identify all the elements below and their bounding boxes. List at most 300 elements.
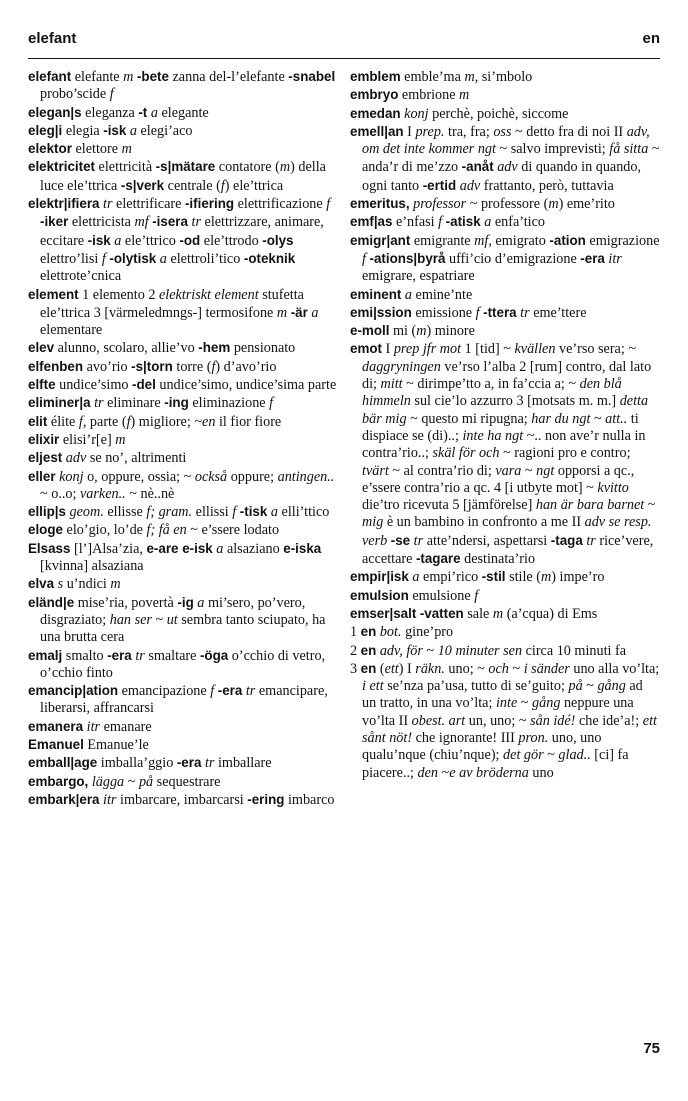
dictionary-entry [350,213,660,231]
entry-text: elegia [62,122,104,139]
entry-text: eliminare [103,395,165,412]
headword: -vatten [419,605,464,621]
entry-text: imbarco [284,791,335,808]
dictionary-entry [28,286,338,340]
italic-text: m [492,605,504,622]
dictionary-entry [350,232,660,286]
italic-text: obest. art [411,712,466,729]
entry-text: ~ al contra’rio di; [388,462,496,479]
italic-text: mf [134,214,149,231]
entry-text: avo’rio [83,358,132,375]
headword: eljest [28,450,63,466]
italic-text: tr [520,304,530,321]
entry-text: che ignorante! III [412,729,519,746]
italic-text: sån idé! [530,712,576,729]
italic-text: konj [404,105,429,122]
dictionary-entry [28,449,338,467]
entry-text: un, uno; ~ [465,712,531,729]
headword: emf|as [350,214,393,230]
headword: elektor [28,141,72,157]
headword: -se [390,532,411,548]
entry-text: sul cie’lo azzurro 3 [motsats m. m.] [410,393,620,410]
dictionary-entry [28,195,338,285]
italic-text: m [121,141,132,158]
entry-text: sembra tanto sciupato, ha una brutta cera [40,611,326,646]
entry-text: , si’mbolo [474,69,533,85]
italic-text: m [541,569,552,586]
headword: embark|era [28,791,100,807]
dictionary-entry [350,322,660,340]
italic-text: inte ha ngt [462,427,524,444]
entry-text: ~ [521,462,537,479]
headword: -snabel [288,69,336,84]
headword: emot [350,341,382,357]
entry-text: stufetta ele’ttrica 3 [värmeledmngs-] termosifone [40,286,304,321]
entry-text: elisi’r[e] [59,431,116,448]
entry-text: è un bambino in confronto a me II [383,514,585,531]
entry-text: eme’ttere [529,304,587,321]
italic-text: adv, om det inte kommer ngt [362,123,650,158]
dictionary-entry [350,286,660,304]
entry-text: elettricista [68,214,135,231]
entry-text: elo’gio, lo’de [62,522,147,539]
entry-text: emancipare, liberarsi, affrancarsi [40,683,328,717]
italic-text: m [279,159,291,176]
dictionary-entry [28,158,338,195]
headword: eminent [350,286,402,302]
italic-text: f [78,413,83,430]
italic-text: ~en [194,413,216,430]
headword: emalj [28,647,63,663]
headword: emball|age [28,755,98,771]
italic-text: och [488,660,509,677]
entry-text: ~ ragioni pro e contro; [499,445,631,462]
italic-text: tr [204,755,215,772]
entry-text: ellissi [192,504,233,521]
italic-text: pron. [518,729,549,746]
entry-text: torre ( [172,358,212,375]
headword: -ig [177,594,194,610]
italic-text: ett [384,660,399,677]
entry-text: Emanue’le [83,736,149,753]
italic-text: a [159,250,167,267]
entry-text: neppure una vo’lta II [362,695,634,729]
dictionary-entry [28,122,338,140]
dictionary-entry [350,642,660,660]
entry-text: elementare [40,322,103,339]
italic-text: m [464,69,475,85]
entry-text: 1 elemento 2 [78,286,159,303]
italic-text: f; få en [146,522,187,539]
italic-text: tr [413,532,424,549]
dictionary-entry [28,682,338,718]
italic-text: lägga [91,773,125,790]
entry-text: perchè, poichè, siccome [428,105,569,122]
entry-text: embrione [398,87,460,104]
entry-text: ~ [124,773,139,790]
italic-text: f [475,304,480,321]
italic-text: m [110,576,121,593]
entry-text: alunno, scolaro, allie’vo [54,340,199,357]
entry-text: undice’simo, undice’sima parte [155,377,337,394]
entry-text: (a’cqua) di Ems [503,605,598,622]
headword: elfte [28,377,56,393]
italic-text: adv [459,177,481,194]
dictionary-entry [28,521,338,539]
dictionary-entry [28,394,338,412]
dictionary-entry [350,340,660,568]
entry-text: u’ndici [63,576,111,593]
italic-text: f [210,683,215,700]
italic-text: f [220,177,225,194]
entry-text: elegante [157,104,209,121]
entry-text: sale [463,605,493,622]
entry-text: emulsione [408,587,475,604]
entry-text: ~ anda’r di me’zzo [362,141,660,176]
italic-text: på [568,678,583,695]
italic-text: f [126,413,131,430]
dictionary-entry [350,605,660,623]
italic-text: kvitto [597,479,629,496]
italic-text: tr [94,395,104,412]
headword: empir|isk [350,569,409,585]
entry-text: ellisse [103,504,147,521]
italic-text: m [459,87,470,104]
italic-text: professor [413,196,467,213]
headword: ellip|s [28,504,66,520]
headword: eleg|i [28,122,63,138]
italic-text: f [474,587,479,604]
entry-text: ) migliore; [130,413,195,430]
italic-text: a [270,504,278,521]
entry-text: elli’ttico [277,504,330,521]
entry-text: ~ [590,410,606,427]
italic-text: 10 minuter sen [437,642,523,659]
headword: -är [290,304,308,320]
italic-text: m [416,323,427,340]
italic-text: han är bara barnet [535,497,645,514]
entry-text: ) impe’ro [551,569,605,586]
headword: emancip|ation [28,683,119,699]
entry-text: elettore [71,141,122,158]
entry-text: ve’rso sera; ~ [555,341,637,358]
italic-text: ngt [536,462,555,479]
entry-text: empi’rico [419,569,482,586]
entry-text: ti dispiace se (di)..; [362,410,639,444]
italic-text: gång [597,678,626,695]
headword: emeritus, [350,196,410,212]
headword: -tisk [239,504,268,520]
entry-text: mise’ria, povertà [74,594,178,611]
headword: -ations|byrå [369,250,446,266]
italic-text: adv [497,159,518,176]
italic-text: tr [135,647,145,664]
entry-text: tra, fra; [444,123,494,140]
italic-text: f [269,395,274,412]
dictionary-entry [28,736,338,754]
header-first-word: elefant [28,30,77,47]
entry-text: [ci] fa piacere..; [362,747,629,781]
headword: -anåt [461,159,494,175]
italic-text: tvärt [362,462,389,479]
headword: e-moll [350,323,390,339]
dictionary-entry [28,647,338,683]
headword: en [360,642,377,658]
entry-text: emine’nte [411,286,473,303]
italic-text: antingen.. [277,468,335,485]
entry-text: ) ele’ttrica [224,177,284,194]
entry-text: stile ( [505,569,541,586]
italic-text: tr [191,214,201,231]
dictionary-entry [28,376,338,394]
headword: -atisk [445,214,481,230]
entry-text: elettrificazione [234,196,327,213]
headword: -era [107,647,132,663]
dictionary-entry [350,123,660,195]
entry-text: ~ o..o; [40,485,80,502]
headword: -olys [262,232,294,248]
running-header [28,30,660,50]
italic-text: a [404,286,412,303]
italic-text: a [216,540,224,557]
headword: -isera [152,214,188,230]
italic-text: mitt [380,376,403,393]
entry-text: 1 [tid] ~ [461,341,515,358]
entry-text: destinata’rio [460,551,536,568]
italic-text: räkn. [415,660,445,677]
italic-text: f [101,250,106,267]
entry-text: ~ salvo imprevisti; [495,141,610,158]
entry-text: ) d’avo’rio [215,358,277,375]
entry-text: elettro’lisi [40,250,102,267]
entry-text: ( [376,660,385,677]
entry-text: élite [47,413,79,430]
dictionary-entry [28,791,338,809]
entry-text: emigrare, espatriare [362,268,475,285]
italic-text: m [123,69,134,85]
italic-text: ett sånt nöt! [362,712,657,746]
italic-text: också [194,468,228,485]
headword: en [360,660,377,676]
headword: -isk [87,232,111,248]
entry-text: [l’]Alsa’zia, [70,540,147,557]
headword: -hem [198,340,231,356]
headword: -s|mätare [155,159,216,175]
headword: eliminer|a [28,395,91,411]
entry-text: 2 [350,642,361,659]
entry-text: se’nza pa’usa, tutto di se’guito; [383,678,569,695]
entry-text: il fior fiore [215,413,282,430]
italic-text: adv, för [379,642,423,659]
italic-text: a [197,594,205,611]
headword: -t [138,104,148,120]
entry-text: mi ( [389,323,417,340]
entry-text: elegi’aco [136,122,193,139]
entry-text: ~ [644,497,656,514]
dictionary-entry [28,594,338,647]
dictionary-entry [28,718,338,736]
entry-text: elettrizzare, animare, eccitare [40,214,324,249]
headword: en [360,624,377,640]
headword: -od [179,232,201,248]
entry-text: 1 [350,624,361,641]
italic-text: f; gram. [146,504,193,521]
italic-text: i ett [362,678,384,695]
italic-text: m [115,431,126,448]
italic-text: han ser [109,611,152,628]
italic-text: f [326,196,331,213]
italic-text: e av bröderna [449,764,529,781]
italic-text: f [211,358,216,375]
italic-text: f [109,86,114,103]
entry-text: , emigrato [488,232,550,249]
headword: -era [217,683,243,699]
entry-text: elettroli’tico [166,250,244,267]
italic-text: detta bär mig [362,393,649,427]
italic-text: vara [495,462,522,479]
header-last-word: en [642,30,660,47]
italic-text: f [438,214,443,231]
entry-text: uno alla vo’lta; [569,660,660,677]
italic-text: f [232,504,237,521]
entry-text: emble’ma [400,69,465,85]
dictionary-entry [350,68,660,86]
entry-text: ~ [517,695,533,712]
headword: -era [580,250,605,266]
headword: emblem [350,69,401,84]
entry-text: smaltare [144,647,200,664]
italic-text: i sänder [523,660,570,677]
headword: embryo [350,87,399,103]
entry-text: ~ [438,764,450,781]
entry-text: pensionato [230,340,296,357]
headword: elit [28,413,48,429]
italic-text: f [362,250,366,267]
entry-text: I [382,341,394,358]
italic-text: a [150,104,158,121]
italic-text: kvällen [514,341,556,358]
italic-text: tr [245,683,256,700]
italic-text: itr [608,250,622,267]
entry-text: ~ dirimpe’tto a, in fa’ccia a; ~ [402,376,580,393]
headword: -era [176,755,202,771]
italic-text: tr [103,196,113,213]
right-column [350,68,660,782]
headword: emanera [28,718,84,734]
italic-text: den blå himmeln [362,376,622,410]
entry-text: I [403,123,416,140]
entry-text: oppure; [227,468,278,485]
entry-text: ele’ttrico [121,232,180,249]
italic-text: itr [86,718,101,735]
italic-text: tr [586,532,596,549]
headword: e-iska [283,540,322,556]
entry-text: emigrazione [585,232,660,249]
dictionary-entry [28,468,338,504]
italic-text: prep jfr mot [393,341,462,358]
italic-text: adv se resp. verb [362,514,652,549]
entry-text: , parte ( [82,413,127,430]
italic-text: inte [495,695,518,712]
italic-text: bot. [379,624,402,641]
italic-text: mig [362,514,384,531]
italic-text: ut [166,611,178,628]
entry-text: contatore ( [215,159,280,176]
header-rule [28,58,660,59]
entry-text: ) I [398,660,416,677]
headword: elva [28,576,55,592]
italic-text: geom. [69,504,104,521]
entry-text: ~ e’ssere lodato [186,522,280,539]
entry-text: ) della luce ele’ttrica [40,159,326,194]
entry-text: emanare [100,718,152,735]
entry-text: 3 [350,660,361,677]
italic-text: adv [65,450,87,467]
entry-text: opporsi a qc., e’ssere contra’rio a qc. 4 [i utbyte mot] ~ [362,462,635,496]
italic-text: har du ngt [531,410,591,427]
entry-text: che ide’a!; [575,712,643,729]
entry-text: imbarcare, imbarcarsi [116,791,248,808]
italic-text: mf [474,232,489,249]
entry-text: uno [528,764,554,781]
entry-text: uno, uno qualu’nque (chiu’nque); [362,729,602,764]
headword: -isk [103,122,127,138]
entry-text: [kvinna] alsaziana [40,558,144,575]
entry-text: ~ [543,747,559,764]
entry-text: ~ [582,678,598,695]
italic-text: a [311,304,319,321]
entry-text: alsaziano [223,540,284,557]
entry-text: probo’scide [40,86,110,103]
entry-text: enfa’tico [491,214,545,231]
dictionary-entry [350,195,660,213]
entry-text: ~ nè..nè [125,485,175,502]
headword: eländ|e [28,594,75,610]
entry-text: ele’ttrodo [200,232,263,249]
dictionary-entry [28,413,338,431]
headword: -del [132,377,156,393]
entry-text: ve’rso l’alba 2 [rum] contro, dal lato di; [362,358,652,393]
headword: -oteknik [243,250,296,266]
entry-text: gine’pro [401,624,454,641]
headword: eloge [28,522,63,538]
headword: elektr|ifiera [28,196,100,212]
italic-text: daggryningen [362,358,441,375]
entry-text: uffi’cio d’emigrazione [445,250,581,267]
entry-text: emigrante [410,232,475,249]
entry-text: sequestrare [153,773,221,790]
entry-text: emissione [411,304,476,321]
entry-text: elettrificare [112,196,185,213]
dictionary-entry [350,587,660,605]
italic-text: elektriskt element [158,286,259,303]
dictionary-entry [350,568,660,586]
dictionary-entry [28,68,338,104]
entry-text: ~ [508,660,524,677]
entry-text: o, oppure, ossia; ~ [83,468,195,485]
dictionary-entry [28,339,338,357]
entry-text: ~ detto fra di noi II [511,123,627,140]
headword: -stil [481,569,506,585]
headword: -tagare [415,551,461,567]
entry-text: zanna del-l’elefante [168,69,289,85]
headword: Emanuel [28,736,84,752]
headword: emigr|ant [350,232,411,248]
italic-text: oss [493,123,512,140]
dictionary-entry [350,660,660,782]
headword: -ifiering [184,196,235,212]
entry-text: ~ professore ( [466,196,549,213]
